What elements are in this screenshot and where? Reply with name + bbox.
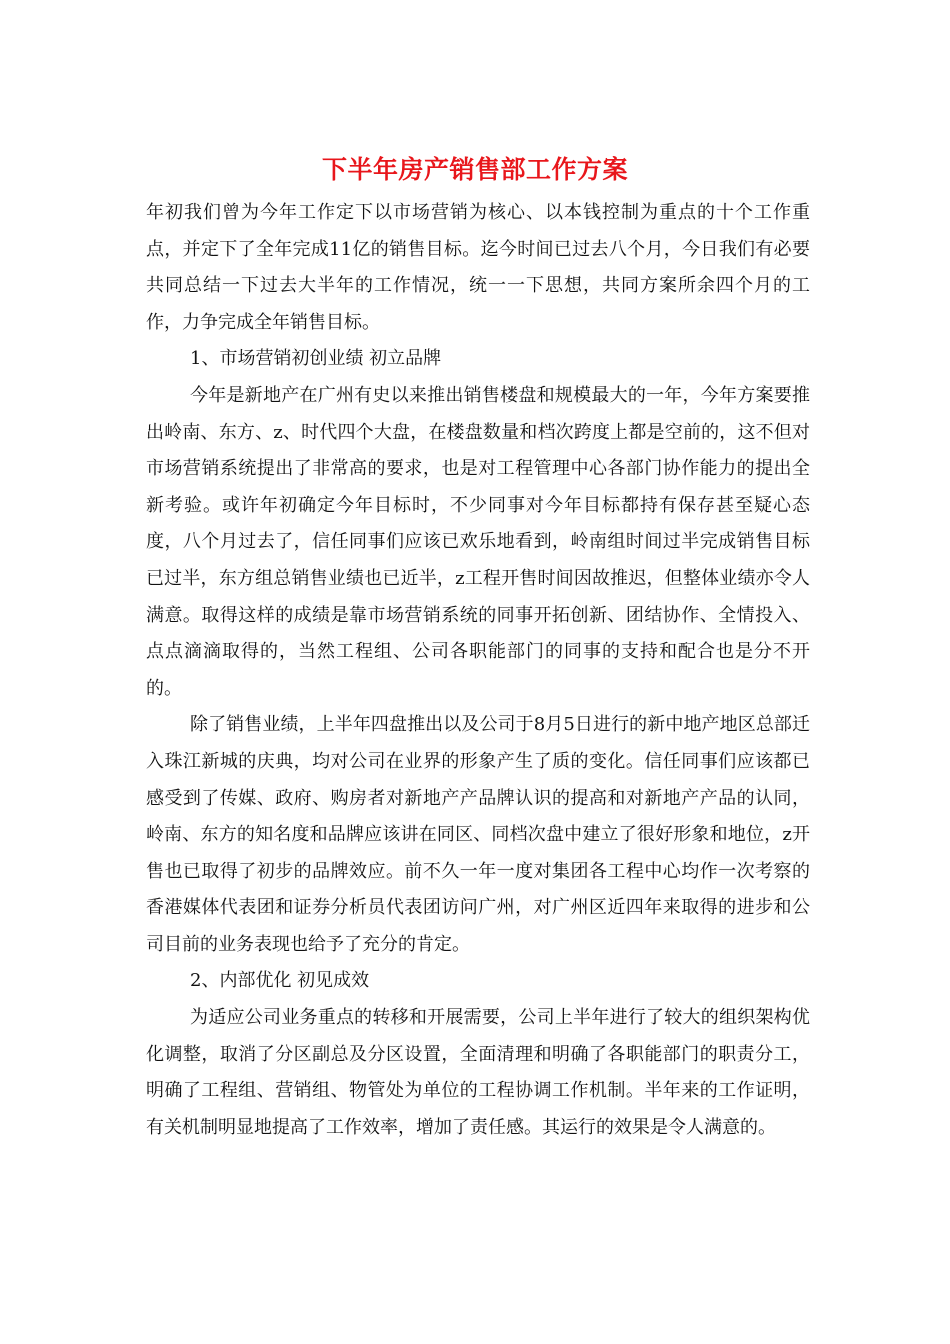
section-2-paragraph-1: 为适应公司业务重点的转移和开展需要，公司上半年进行了较大的组织架构优化调整，取消了分区副总及分区设置，全面清理和明确了各职能部门的职责分工，明确了工程组、营销组、物管处为单位的工程协调工作机制。半年来的工作证明，有关机制明显地提高了工作效率，增加了责任感。其运行的效果是令人满意的。	[146, 1007, 810, 1138]
document-body	[146, 195, 810, 1146]
section-heading-1: 1、市场营销初创业绩 初立品牌	[190, 348, 442, 370]
intro-paragraph: 年初我们曾为今年工作定下以市场营销为核心、以本钱控制为重点的十个工作重点，并定下了全年完成11亿的销售目标。迄今时间已过去八个月，今日我们有必要共同总结一下过去大半年的工作情况，统一一下思想，共同方案所余四个月的工作，力争完成全年销售目标。	[146, 202, 810, 333]
section-1-paragraph-1: 今年是新地产在广州有史以来推出销售楼盘和规模最大的一年，今年方案要推出岭南、东方、z、时代四个大盘，在楼盘数量和档次跨度上都是空前的，这不但对市场营销系统提出了非常高的要求，也是对工程管理中心各部门协作能力的提出全新考验。或许年初确定今年目标时，不少同事对今年目标都持有保存甚至疑心态度，八个月过去了，信任同事们应该已欢乐地看到，岭南组时间过半完成销售目标已过半，东方组总销售业绩也已近半，z工程开售时间因故推迟，但整体业绩亦令人满意。取得这样的成绩是靠市场营销系统的同事开拓创新、团结协作、全情投入、点点滴滴取得的，当然工程组、公司各职能部门的同事的支持和配合也是分不开的。	[146, 384, 810, 699]
section-1-paragraph-2: 除了销售业绩，上半年四盘推出以及公司于8月5日进行的新中地产地区总部迁入珠江新城的庆典，均对公司在业界的形象产生了质的变化。信任同事们应该都已感受到了传媒、政府、购房者对新地产产品牌认识的提高和对新地产产品的认同，岭南、东方的知名度和品牌应该讲在同区、同档次盘中建立了很好形象和地位，z开售也已取得了初步的品牌效应。前不久一年一度对集团各工程中心均作一次考察的香港媒体代表团和证券分析员代表团访问广州，对广州区近四年来取得的进步和公司目前的业务表现也给予了充分的肯定。	[146, 714, 810, 955]
section-heading-2: 2、内部优化 初见成效	[190, 970, 370, 992]
document-title: 下半年房产销售部工作方案	[321, 155, 628, 184]
